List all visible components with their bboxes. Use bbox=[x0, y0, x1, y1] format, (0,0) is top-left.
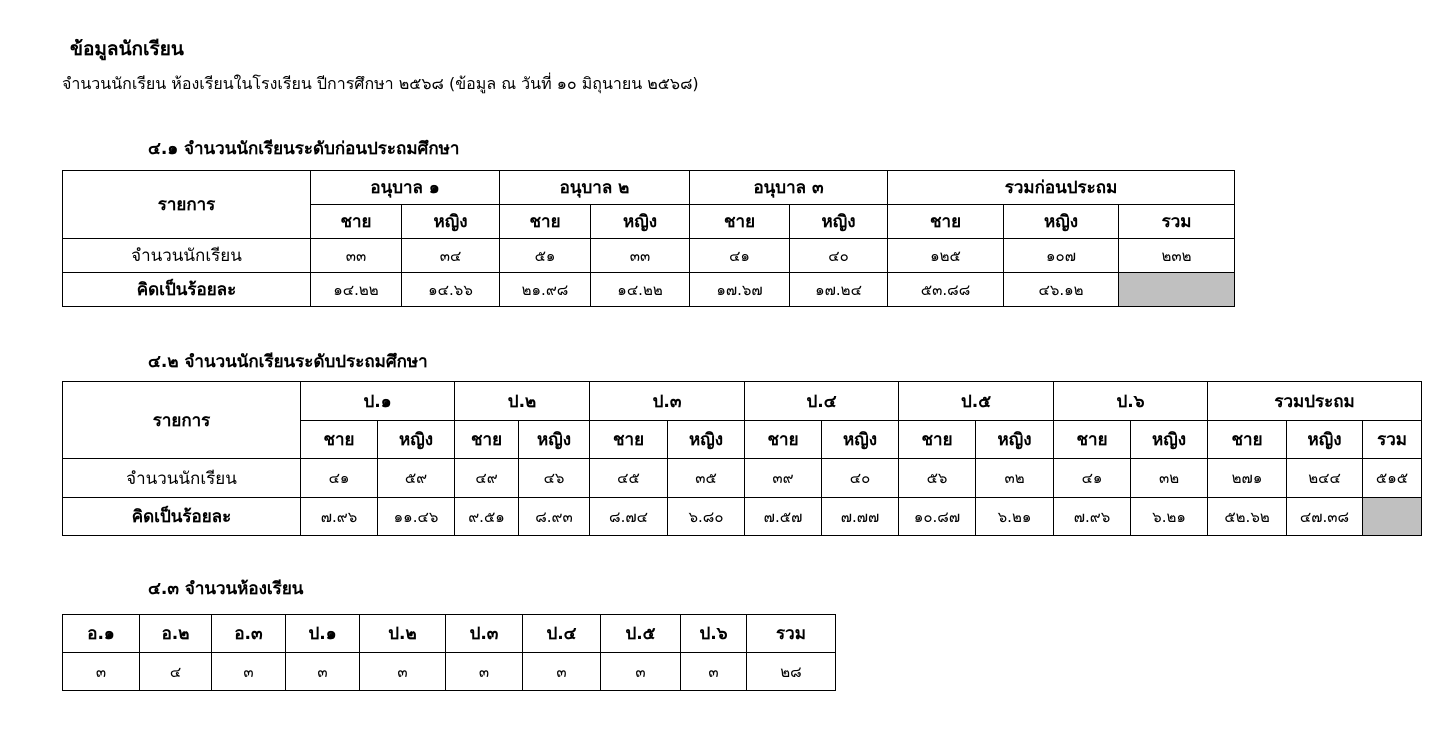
classrooms-table bbox=[62, 614, 836, 691]
class-header: ป.๕ bbox=[601, 615, 681, 653]
table-cell: ๑๗.๒๔ bbox=[790, 273, 888, 307]
section-heading-primary: ๔.๒ จำนวนนักเรียนระดับประถมศึกษา bbox=[148, 352, 428, 372]
class-header: ป.๒ bbox=[360, 615, 446, 653]
table-cell: ๕๒.๖๒ bbox=[1208, 498, 1287, 536]
table-cell: ๑๗.๖๗ bbox=[690, 273, 790, 307]
male-header: ชาย bbox=[500, 205, 591, 239]
table-cell: ๓ bbox=[681, 653, 747, 691]
table-cell: ๕๓.๘๘ bbox=[888, 273, 1004, 307]
label-header: รายการ bbox=[63, 382, 301, 459]
table-cell: ๒๓๒ bbox=[1119, 239, 1235, 273]
label-header: รายการ bbox=[63, 171, 311, 239]
table-cell: ๔๙ bbox=[455, 459, 519, 498]
group-header: อนุบาล ๒ bbox=[500, 171, 690, 205]
class-header: อ.๑ bbox=[63, 615, 140, 653]
table-cell: ๔๐ bbox=[822, 459, 899, 498]
male-header: ชาย bbox=[590, 421, 668, 459]
table-cell: ๓๕ bbox=[668, 459, 745, 498]
female-header: หญิง bbox=[668, 421, 745, 459]
table-cell: ๗.๙๖ bbox=[301, 498, 378, 536]
row-label: คิดเป็นร้อยละ bbox=[63, 273, 311, 307]
group-header: ป.๖ bbox=[1054, 382, 1208, 421]
female-header: หญิง bbox=[976, 421, 1054, 459]
table-cell: ๔๑ bbox=[1054, 459, 1131, 498]
male-header: ชาย bbox=[745, 421, 822, 459]
female-header: หญิง bbox=[1287, 421, 1363, 459]
group-header: อนุบาล ๓ bbox=[690, 171, 888, 205]
female-header: หญิง bbox=[402, 205, 500, 239]
table-cell: ๒๑.๙๘ bbox=[500, 273, 591, 307]
group-header: ป.๓ bbox=[590, 382, 745, 421]
table-cell: ๓ bbox=[523, 653, 601, 691]
table-cell: ๑๑.๔๖ bbox=[378, 498, 455, 536]
table-cell: ๑๐.๘๗ bbox=[899, 498, 976, 536]
group-header: ป.๔ bbox=[745, 382, 899, 421]
empty-cell bbox=[1119, 273, 1235, 307]
table-cell: ๓ bbox=[446, 653, 523, 691]
table-cell: ๑๒๕ bbox=[888, 239, 1004, 273]
table-cell: ๖.๒๑ bbox=[1131, 498, 1208, 536]
male-header: ชาย bbox=[311, 205, 402, 239]
table-cell: ๕๙ bbox=[378, 459, 455, 498]
row-label: คิดเป็นร้อยละ bbox=[63, 498, 301, 536]
table-cell: ๖.๒๑ bbox=[976, 498, 1054, 536]
table-cell: ๔๑ bbox=[690, 239, 790, 273]
page-subtitle: จำนวนนักเรียน ห้องเรียนในโรงเรียน ปีการศึกษา ๒๕๖๘ (ข้อมูล ณ วันที่ ๑๐ มิถุนายน ๒๕๖๘) bbox=[62, 74, 699, 93]
female-header: หญิง bbox=[519, 421, 590, 459]
group-header: รวมก่อนประถม bbox=[888, 171, 1235, 205]
table-cell: ๓ bbox=[601, 653, 681, 691]
row-label: จำนวนนักเรียน bbox=[63, 459, 301, 498]
table-cell: ๓๒ bbox=[976, 459, 1054, 498]
table-cell: ๑๔.๖๖ bbox=[402, 273, 500, 307]
male-header: ชาย bbox=[301, 421, 378, 459]
table-cell: ๓๔ bbox=[402, 239, 500, 273]
female-header: หญิง bbox=[822, 421, 899, 459]
section-heading-classrooms: ๔.๓ จำนวนห้องเรียน bbox=[148, 579, 304, 599]
table-cell: ๓ bbox=[63, 653, 140, 691]
female-header: หญิง bbox=[591, 205, 690, 239]
table-cell: ๗.๙๖ bbox=[1054, 498, 1131, 536]
table-cell: ๗.๗๗ bbox=[822, 498, 899, 536]
table-cell: ๔๖.๑๒ bbox=[1004, 273, 1119, 307]
male-header: ชาย bbox=[455, 421, 519, 459]
row-label: จำนวนนักเรียน bbox=[63, 239, 311, 273]
table-cell: ๑๐๗ bbox=[1004, 239, 1119, 273]
table-cell: ๓ bbox=[286, 653, 360, 691]
class-header: ป.๖ bbox=[681, 615, 747, 653]
table-cell: ๓ bbox=[360, 653, 446, 691]
male-header: ชาย bbox=[888, 205, 1004, 239]
table-cell: ๒๘ bbox=[747, 653, 836, 691]
group-header: ป.๒ bbox=[455, 382, 590, 421]
group-header: ป.๑ bbox=[301, 382, 455, 421]
female-header: หญิง bbox=[1131, 421, 1208, 459]
male-header: ชาย bbox=[690, 205, 790, 239]
table-cell: ๒๗๑ bbox=[1208, 459, 1287, 498]
section-heading-preprimary: ๔.๑ จำนวนนักเรียนระดับก่อนประถมศึกษา bbox=[148, 139, 460, 159]
total-header: รวม bbox=[1119, 205, 1235, 239]
table-cell: ๔๗.๓๘ bbox=[1287, 498, 1363, 536]
page-title: ข้อมูลนักเรียน bbox=[70, 38, 184, 60]
table-cell: ๓ bbox=[212, 653, 286, 691]
class-header: ป.๓ bbox=[446, 615, 523, 653]
female-header: หญิง bbox=[378, 421, 455, 459]
group-header: อนุบาล ๑ bbox=[311, 171, 500, 205]
total-header: รวม bbox=[747, 615, 836, 653]
table-cell: ๑๔.๒๒ bbox=[311, 273, 402, 307]
empty-cell bbox=[1363, 498, 1422, 536]
table-cell: ๓๓ bbox=[591, 239, 690, 273]
table-cell: ๔๖ bbox=[519, 459, 590, 498]
female-header: หญิง bbox=[790, 205, 888, 239]
table-cell: ๘.๙๓ bbox=[519, 498, 590, 536]
table-cell: ๑๔.๒๒ bbox=[591, 273, 690, 307]
group-header: รวมประถม bbox=[1208, 382, 1422, 421]
male-header: ชาย bbox=[1208, 421, 1287, 459]
table-cell: ๒๔๔ bbox=[1287, 459, 1363, 498]
table-cell: ๙.๕๑ bbox=[455, 498, 519, 536]
group-header: ป.๕ bbox=[899, 382, 1054, 421]
table-cell: ๔ bbox=[140, 653, 212, 691]
class-header: ป.๑ bbox=[286, 615, 360, 653]
table-cell: ๖.๘๐ bbox=[668, 498, 745, 536]
table-cell: ๓๒ bbox=[1131, 459, 1208, 498]
table-cell: ๕๑๕ bbox=[1363, 459, 1422, 498]
male-header: ชาย bbox=[899, 421, 976, 459]
table-cell: ๕๑ bbox=[500, 239, 591, 273]
table-cell: ๔๐ bbox=[790, 239, 888, 273]
table-cell: ๔๑ bbox=[301, 459, 378, 498]
table-cell: ๗.๕๗ bbox=[745, 498, 822, 536]
class-header: อ.๒ bbox=[140, 615, 212, 653]
table-cell: ๕๖ bbox=[899, 459, 976, 498]
primary-table bbox=[62, 381, 1422, 536]
female-header: หญิง bbox=[1004, 205, 1119, 239]
class-header: อ.๓ bbox=[212, 615, 286, 653]
table-cell: ๘.๗๔ bbox=[590, 498, 668, 536]
table-cell: ๓๙ bbox=[745, 459, 822, 498]
table-cell: ๔๕ bbox=[590, 459, 668, 498]
table-cell: ๓๓ bbox=[311, 239, 402, 273]
preprimary-table bbox=[62, 170, 1235, 307]
class-header: ป.๔ bbox=[523, 615, 601, 653]
male-header: ชาย bbox=[1054, 421, 1131, 459]
total-header: รวม bbox=[1363, 421, 1422, 459]
